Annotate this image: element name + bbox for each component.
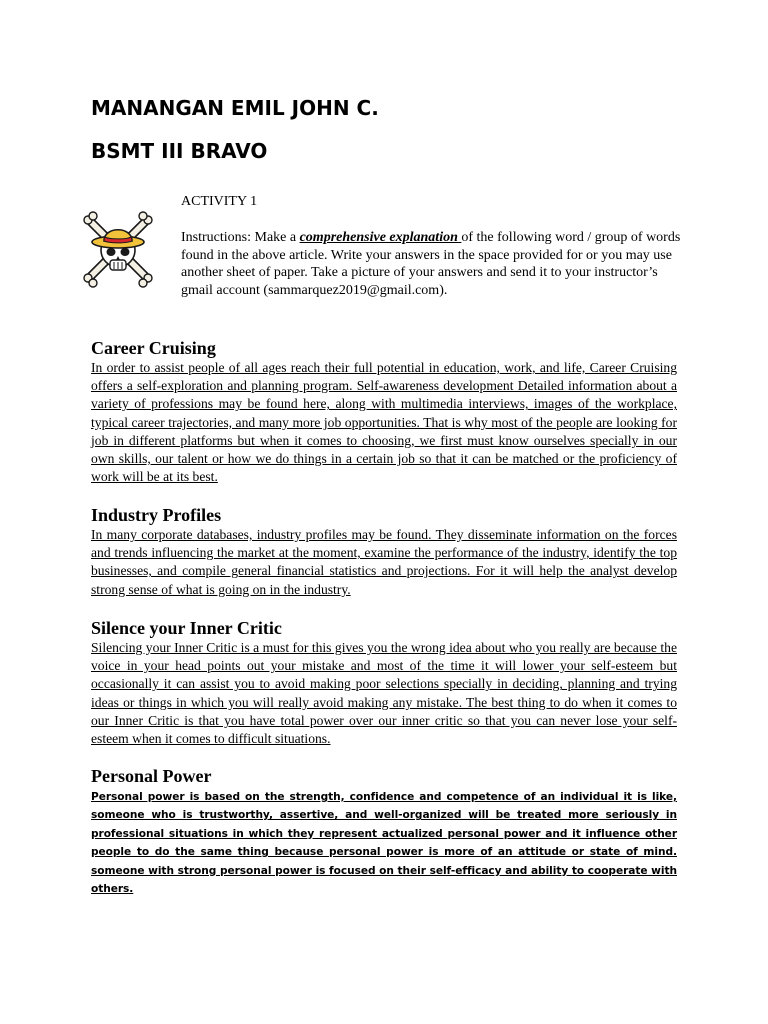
activity-title: ACTIVITY 1 (181, 194, 258, 209)
section-title-career-cruising: Career Cruising (91, 338, 216, 358)
straw-hat-skull-icon (79, 210, 157, 290)
student-section: BSMT III BRAVO (91, 139, 268, 163)
instructions-lead: Instructions: Make a (181, 230, 300, 245)
section-body-inner-critic: Silencing your Inner Critic is a must for this gives you the wrong idea about who you really are because the voice in your head points out your mistake and most of the time it will lower your self-esteem but occasionally it can assist you to avoid making poor selections specially in deciding, planning and trying ideas or things in which you will really avoid making any mistake. The best thing to do when it comes to our Inner Critic is that you have total power over our inner critic so that you can never lose your self-esteem when it comes to difficult situations. (91, 640, 677, 747)
section-title-personal-power: Personal Power (91, 766, 212, 786)
section-title-industry-profiles: Industry Profiles (91, 505, 222, 525)
section-body-career-cruising: In order to assist people of all ages reach their full potential in education, work, and life, Career Cruising offers a self-exploration and planning program. Self-awareness development Detailed information about a variety of professions may be found here, along with multimedia interviews, images of the workplace, typical career trajectories, and many more job opportunities. That is why most of the people are looking for job in different platforms but when it comes to choosing, we first must know ourselves specially in our own skills, our talent or how we do things in a certain job so that it can be matched or the proficiency of work will be at its best. (91, 360, 677, 485)
student-name: MANANGAN EMIL JOHN C. (91, 96, 379, 120)
instructions-rest: of the following word / group of words found in the above article. Write your answers in the space provided for or you may use another sheet of paper. Take a picture of your answers and send it to your instructor’s gmail account (sammarquez2019@gmail.com). (181, 230, 681, 299)
section-body-personal-power: Personal power is based on the strength, confidence and competence of an individual it is like, someone who is trustworthy, assertive, and well-organized will be treated more seriously in professional situations in which they represent actualized personal power and it influence other people to do the same thing because personal power is more of an attitude or state of mind. someone with strong personal power is focused on their self-efficacy and ability to cooperate with others. (91, 791, 677, 896)
instructions-emphasis: comprehensive explanation (299, 230, 462, 245)
section-body-industry-profiles: In many corporate databases, industry profiles may be found. They disseminate information on the forces and trends influencing the market at the moment, examine the performance of the industry, identify the top businesses, and compile general financial statistics and projections. For it will help the analyst develop strong sense of what is going on in the industry. (91, 527, 677, 597)
section-title-inner-critic: Silence your Inner Critic (91, 618, 282, 638)
activity-instructions (181, 229, 681, 300)
